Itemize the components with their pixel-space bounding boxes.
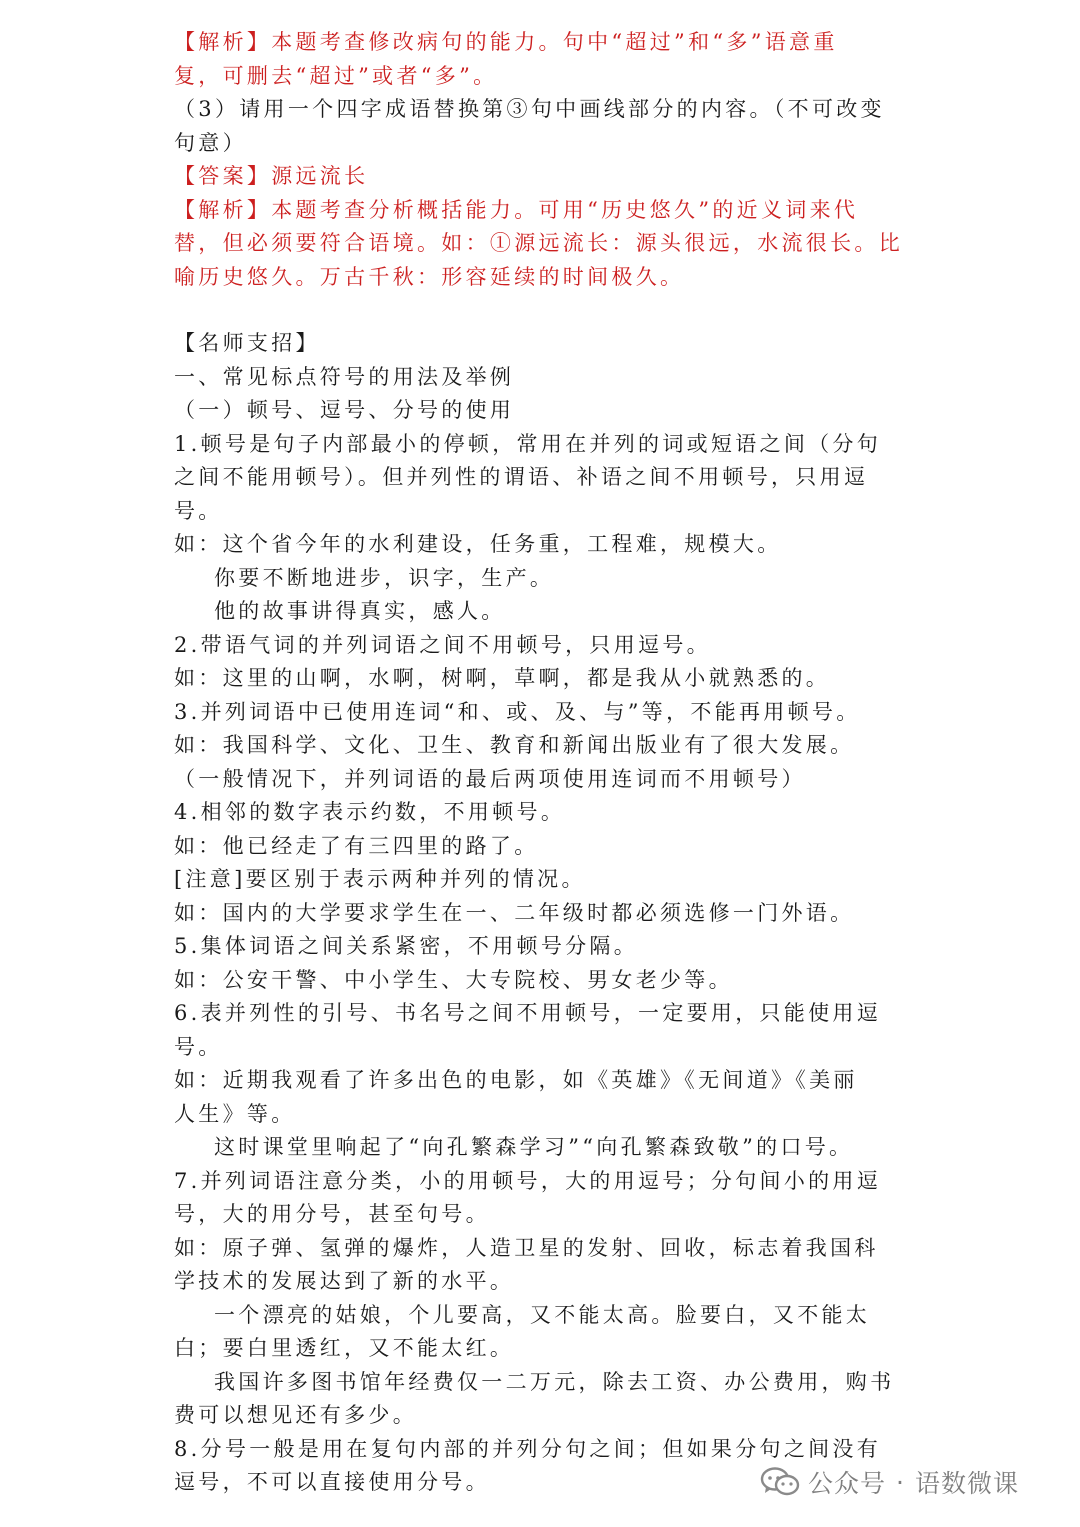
rule-line: 3.并列词语中已使用连词“和、或、及、与”等，不能再用顿号。: [174, 699, 861, 724]
example-line: 如：这里的山啊，水啊，树啊，草啊，都是我从小就熟悉的。: [174, 666, 831, 690]
note-line: [注意]要区别于表示两种并列的情况。: [174, 867, 586, 891]
example-line: 费可以想见还有多少。: [174, 1403, 417, 1427]
rule-line: 之间不能用顿号）。但并列性的谓语、补语之间不用顿号，只用逗: [174, 465, 869, 489]
example-line: 如：他已经走了有三四里的路了。: [174, 833, 539, 858]
subsection-title: （一）顿号、逗号、分号的使用: [174, 398, 515, 422]
example-line: 学技术的发展达到了新的水平。: [174, 1269, 515, 1293]
example-line: 如：这个省今年的水利建设，任务重，工程难，规模大。: [174, 532, 782, 556]
rule-line: 6.表并列性的引号、书名号之间不用顿号，一定要用，只能使用逗: [174, 1001, 882, 1025]
example-line: 如：国内的大学要求学生在一、二年级时都必须选修一门外语。: [174, 900, 855, 925]
analysis-line: 【解析】本题考查分析概括能力。可用“历史悠久”的近义词来代: [174, 197, 859, 222]
question-line: 句意）: [174, 130, 247, 155]
rule-line: 2.带语气词的并列词语之间不用顿号，只用逗号。: [174, 632, 711, 657]
example-line: 如：原子弹、氢弹的爆炸，人造卫星的发射、回收，标志着我国科: [174, 1235, 879, 1260]
document-body: [174, 26, 904, 1500]
analysis-line: 喻历史悠久。万古千秋：形容延续的时间极久。: [174, 264, 685, 289]
example-line: 人生》等。: [174, 1101, 296, 1126]
example-line: 这时课堂里响起了“向孔繁森学习”“向孔繁森致敬”的口号。: [214, 1135, 854, 1159]
rule-line: 1.顿号是句子内部最小的停顿，常用在并列的词或短语之间（分句: [174, 431, 882, 456]
watermark-account: 语数微课: [914, 1469, 1019, 1498]
rule-line: 7.并列词语注意分类，小的用顿号，大的用逗号；分句间小的用逗: [174, 1168, 882, 1193]
rule-line: 号。: [174, 1034, 223, 1059]
rule-line: 逗号，不可以直接使用分号。: [174, 1470, 490, 1494]
rule-line: 4.相邻的数字表示约数，不用顿号。: [174, 800, 566, 824]
rule-line: 号，大的用分号，甚至句号。: [174, 1202, 490, 1226]
analysis-line: 复，可删去“超过”或者“多”。: [174, 63, 498, 88]
example-line: 我国许多图书馆年经费仅一二万元，除去工资、办公费用，购书: [214, 1369, 895, 1394]
example-line: 如：公安干警、中小学生、大专院校、男女老少等。: [174, 967, 733, 992]
example-line: 他的故事讲得真实，感人。: [214, 599, 506, 623]
rule-line: 号。: [174, 498, 223, 523]
note-line: （一般情况下，并列词语的最后两项使用连词而不用顿号）: [174, 766, 806, 791]
example-line: 你要不断地进步，识字，生产。: [214, 565, 555, 590]
watermark-platform: 公众号: [808, 1469, 887, 1498]
question-line: （3）请用一个四字成语替换第③句中画线部分的内容。（不可改变: [174, 97, 885, 121]
section-title: 一、常见标点符号的用法及举例: [174, 364, 515, 389]
example-line: 如：近期我观看了许多出色的电影，如《英雄》《无间道》《美丽: [174, 1068, 858, 1092]
wechat-icon: [760, 1466, 800, 1498]
rule-line: 8.分号一般是用在复句内部的并列分句之间；但如果分句之间没有: [174, 1436, 882, 1461]
watermark-separator: ·: [896, 1467, 905, 1497]
analysis-line: 【解析】本题考查修改病句的能力。句中“超过”和“多”语意重: [174, 30, 838, 54]
example-line: 白；要白里透红，又不能太红。: [174, 1336, 515, 1360]
watermark: [760, 1462, 1019, 1502]
analysis-line: 替，但必须要符合语境。如：①源远流长：源头很远，水流很长。比: [174, 231, 903, 255]
example-line: 如：我国科学、文化、卫生、教育和新闻出版业有了很大发展。: [174, 733, 855, 757]
section-gap: [174, 294, 904, 327]
answer-line: 【答案】源远流长: [174, 164, 369, 188]
tips-heading: 【名师支招】: [174, 331, 320, 355]
rule-line: 5.集体词语之间关系紧密，不用顿号分隔。: [174, 934, 639, 958]
example-line: 一个漂亮的姑娘，个儿要高，又不能太高。脸要白，又不能太: [214, 1302, 871, 1327]
